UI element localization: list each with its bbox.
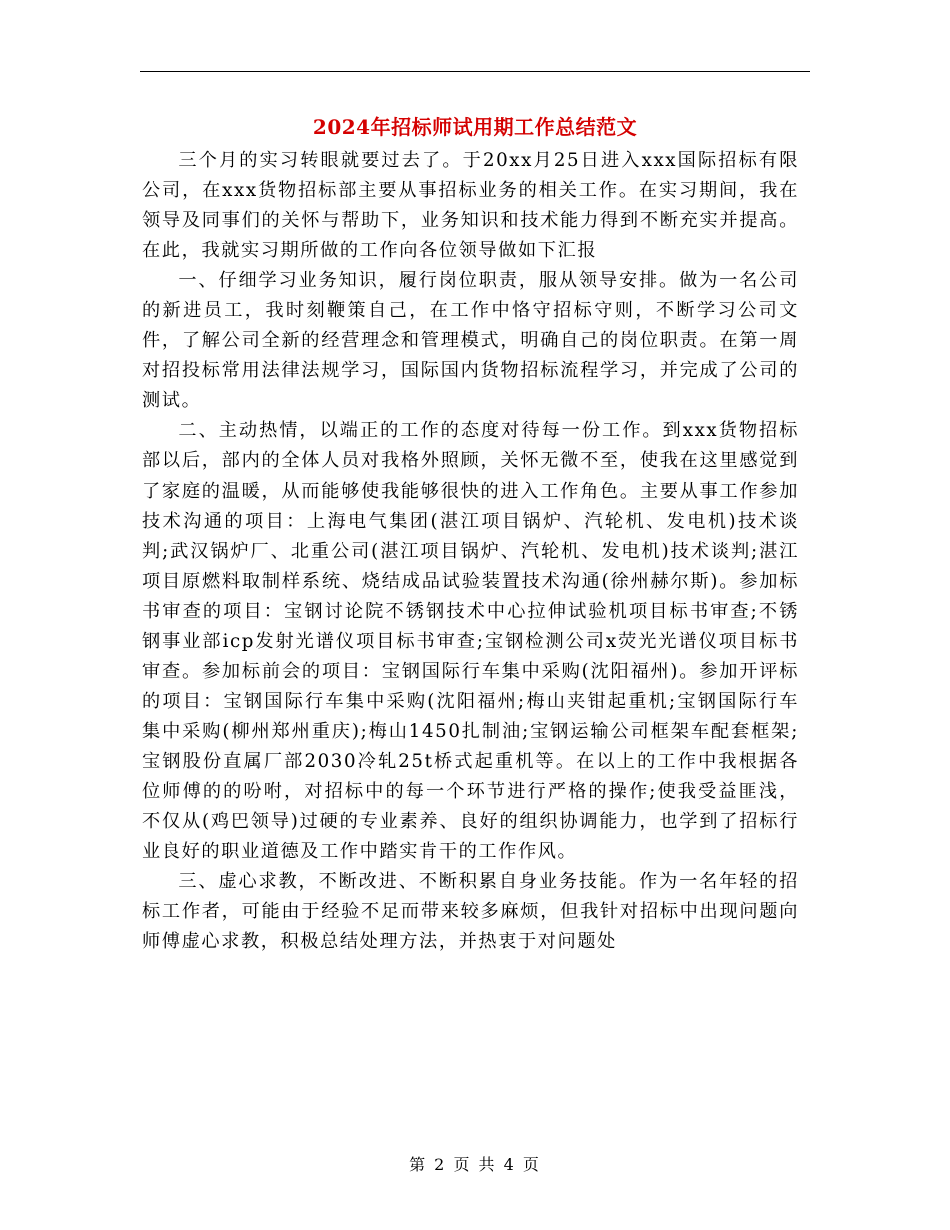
paragraph-intro: 三个月的实习转眼就要过去了。于20xx月25日进入xxx国际招标有限公司，在xxx货物招标部主要从事招标业务的相关工作。在实习期间，我在领导及同事们的关怀与帮助下，业务知识和技术能力得到不断充实并提高。在此，我就实习期所做的工作向各位领导做如下汇报: [142, 150, 799, 262]
paragraph-section-3: 三、虚心求教，不断改进、不断积累自身业务技能。作为一名年轻的招标工作者，可能由于经验不足而带来较多麻烦，但我针对招标中出现问题向师傅虚心求教，积极总结处理方法，并热衷于对问题处: [142, 871, 799, 953]
document-body: [142, 146, 799, 957]
document-title: 2024年招标师试用期工作总结范文: [312, 115, 638, 139]
header-rule: [140, 71, 810, 72]
paragraph-section-1: 一、仔细学习业务知识，履行岗位职责，服从领导安排。做为一名公司的新进员工，我时刻鞭策自己，在工作中恪守招标守则，不断学习公司文件，了解公司全新的经营理念和管理模式，明确自己的岗位职责。在第一周对招投标常用法律法规学习，国际国内货物招标流程学习，并完成了公司的测试。: [142, 270, 799, 412]
page-number-footer: 第 2 页 共 4 页: [409, 1155, 541, 1174]
paragraph-section-2: 二、主动热情，以端正的工作的态度对待每一份工作。到xxx货物招标部以后，部内的全体人员对我格外照顾，关怀无微不至，使我在这里感觉到了家庭的温暖，从而能够使我能够很快的进入工作角色。主要从事工作参加技术沟通的项目：上海电气集团(湛江项目锅炉、汽轮机、发电机)技术谈判;武汉锅炉厂、北重公司(湛江项目锅炉、汽轮机、发电机)技术谈判;湛江项目原燃料取制样系统、烧结成品试验装置技术沟通(徐州赫尔斯)。参加标书审查的项目：宝钢讨论院不锈钢技术中心拉伸试验机项目标书审查;不锈钢事业部icp发射光谱仪项目标书审查;宝钢检测公司x荧光光谱仪项目标书审查。参加标前会的项目：宝钢国际行车集中采购(沈阳福州)。参加开评标的项目：宝钢国际行车集中采购(沈阳福州;梅山夹钳起重机;宝钢国际行车集中采购(柳州郑州重庆);梅山1450扎制油;宝钢运输公司框架车配套框架;宝钢股份直属厂部2030冷轧25t桥式起重机等。在以上的工作中我根据各位师傅的的吩咐，对招标中的每一个环节进行严格的操作;使我受益匪浅，不仅从(鸡巴领导)过硬的专业素养、良好的组织协调能力，也学到了招标行业良好的职业道德及工作中踏实肯干的工作作风。: [142, 420, 799, 863]
